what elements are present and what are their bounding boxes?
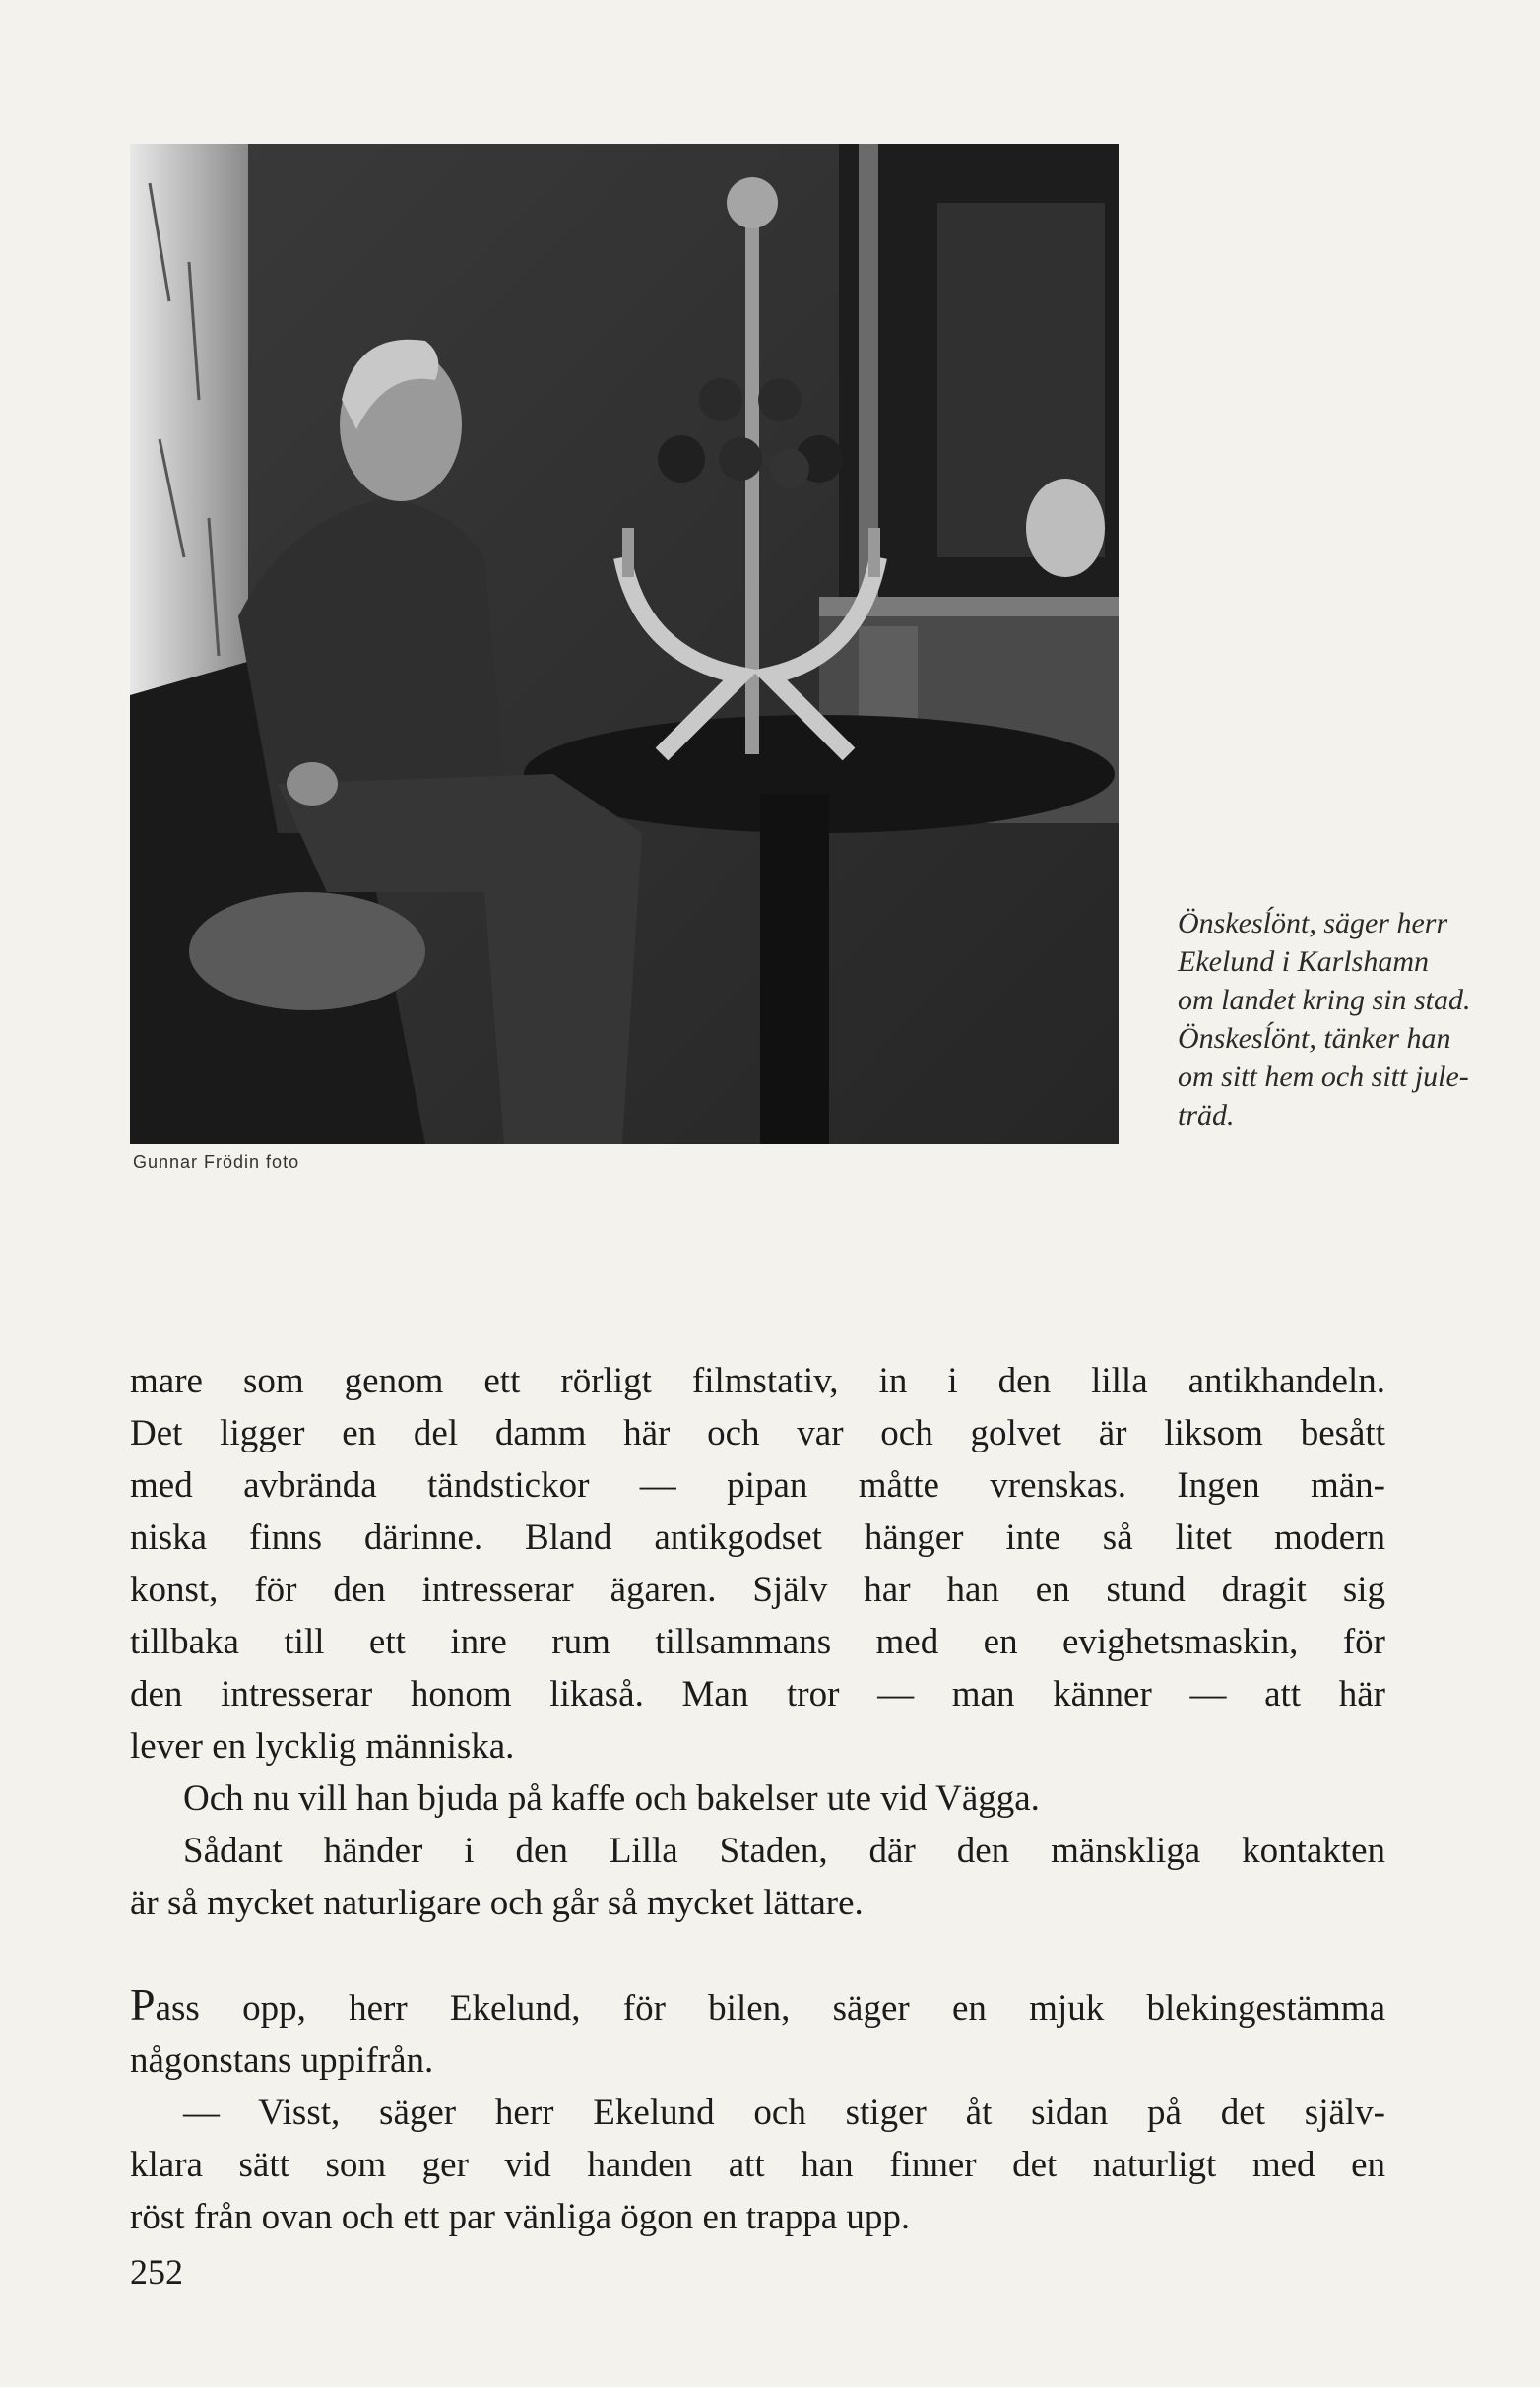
- text-line: mare som genom ett rörligt filmstativ, in i den lilla antikhandeln.: [130, 1361, 1385, 1401]
- page-number: 252: [130, 2252, 183, 2291]
- text-line: tillbaka till ett inre rum tillsammans med en evighetsmaskin, för: [130, 1622, 1385, 1662]
- caption-line: om sitt hem och sitt jule-: [1178, 1061, 1469, 1093]
- caption-line: Önskesĺönt, säger herr: [1178, 907, 1448, 939]
- text-line: — Visst, säger herr Ekelund och stiger åt sidan på det själv-: [183, 2093, 1385, 2133]
- text-line: röst från ovan och ett par vänliga ögon en trappa upp.: [130, 2197, 911, 2237]
- text-line: konst, för den intresserar ägaren. Själv har han en stund dragit sig: [130, 1570, 1385, 1610]
- section-break: [130, 1929, 1385, 1978]
- text-line: den intresserar honom likaså. Man tror — man känner — att här: [130, 1674, 1385, 1714]
- text-line: är så mycket naturligare och går så mycket lättare.: [130, 1883, 864, 1923]
- caption-line: Ekelund i Karlshamn: [1178, 945, 1429, 978]
- text-line: någonstans uppifrån.: [130, 2040, 434, 2081]
- photo-caption: [1178, 904, 1540, 1134]
- text-line: med avbrända tändstickor — pipan måtte vrenskas. Ingen män-: [130, 1465, 1385, 1506]
- body-text: [130, 1355, 1385, 2243]
- photograph-illustration: [130, 144, 1119, 1144]
- caption-line: om landet kring sin stad.: [1178, 984, 1471, 1016]
- text-line: niska finns därinne. Bland antikgodset hänger inte så litet modern: [130, 1517, 1385, 1558]
- initial-letter: P: [130, 1979, 156, 2030]
- text-line: Det ligger en del damm här och var och golvet är liksom besått: [130, 1413, 1385, 1453]
- text-line: Och nu vill han bjuda på kaffe och bakelser ute vid Vägga.: [183, 1778, 1040, 1819]
- text-line: [130, 1978, 1385, 2034]
- text-line: Sådant händer i den Lilla Staden, där den mänskliga kontakten: [183, 1831, 1385, 1871]
- photograph: [130, 144, 1119, 1144]
- text-line: lever en lycklig människa.: [130, 1726, 515, 1767]
- text-line-rest: ass opp, herr Ekelund, för bilen, säger en mjuk blekingestämma: [155, 1988, 1385, 2029]
- photo-credit: Gunnar Frödin foto: [133, 1152, 300, 1172]
- text-line: klara sätt som ger vid handen att han finner det naturligt med en: [130, 2145, 1385, 2185]
- caption-line: Önskesĺönt, tänker han: [1178, 1022, 1451, 1055]
- caption-line: träd.: [1178, 1099, 1235, 1131]
